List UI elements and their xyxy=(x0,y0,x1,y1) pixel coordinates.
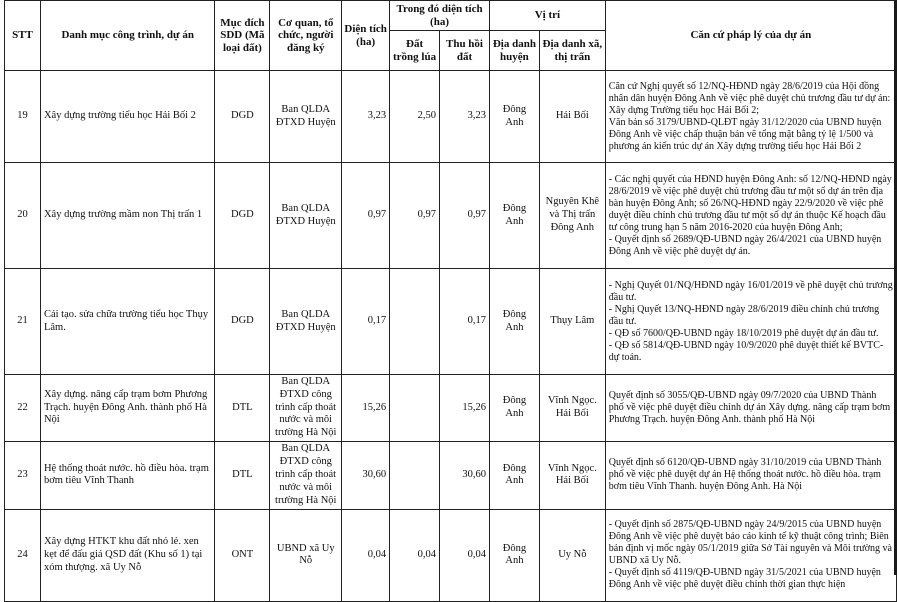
header-location-group: Vị trí xyxy=(489,1,605,31)
row-recovered-land: 30,60 xyxy=(440,441,490,509)
row-agency: Ban QLDA ĐTXD công trình cấp thoát nước và môi trường Hà Nội xyxy=(270,375,342,442)
legal-line: Căn cứ Nghị quyết số 12/NQ-HĐND ngày 28/6/2019 của Hội đồng nhân dân huyện Đông Anh về việc phê duyệt chủ trương đầu tư dự án: Xây dựng Trường tiểu học Hải Bối 2; xyxy=(608,80,891,116)
row-district: Đông Anh xyxy=(489,269,539,375)
row-legal-basis xyxy=(605,71,896,163)
row-legal-basis xyxy=(605,375,896,442)
header-legal-basis: Căn cứ pháp lý của dự án xyxy=(605,1,896,71)
row-legal-basis xyxy=(605,269,896,375)
row-agency: Ban QLDA ĐTXD Huyện xyxy=(270,163,342,269)
header-district: Địa danh huyện xyxy=(489,31,539,71)
row-project-name: Xây dựng. nâng cấp trạm bơm Phương Trạch. huyện Đông Anh. thành phố Hà Nội xyxy=(40,375,214,442)
header-area: Diện tích (ha) xyxy=(342,1,390,71)
row-stt: 19 xyxy=(5,71,41,163)
row-commune: Nguyên Khê và Thị trấn Đông Anh xyxy=(539,163,605,269)
row-legal-basis xyxy=(605,509,896,601)
row-project-name: Xây dựng trường tiểu học Hải Bối 2 xyxy=(40,71,214,163)
row-commune: Vĩnh Ngọc. Hải Bối xyxy=(539,441,605,509)
table-row xyxy=(5,509,897,601)
table-row xyxy=(5,375,897,442)
legal-line: Quyết định số 3055/QĐ-UBND ngày 09/7/2020 của UBND Thành phố về việc phê duyệt điều chỉnh dự án Xây dựng. nâng cấp trạm bơm Phương Trạch. huyện Đông Anh. thành phố Hà Nội xyxy=(608,389,891,425)
legal-line: - QĐ số 5814/QĐ-UBND ngày 10/9/2020 phê duyệt thiết kế BVTC-dự toán. xyxy=(608,339,884,363)
header-agency: Cơ quan, tổ chức, người đăng ký xyxy=(270,1,342,71)
row-stt: 23 xyxy=(5,441,41,509)
header-commune: Địa danh xã, thị trấn xyxy=(539,31,605,71)
row-rice-land: 0,97 xyxy=(390,163,440,269)
row-area: 0,17 xyxy=(342,269,390,375)
legal-line: - Quyết định số 4119/QĐ-UBND ngày 31/5/2021 của UBND huyện Đông Anh về việc phê duyệt điều chỉnh thời gian thực hiện xyxy=(608,567,881,591)
row-district: Đông Anh xyxy=(489,509,539,601)
header-row-1 xyxy=(5,1,897,31)
row-commune: Vĩnh Ngọc. Hải Bối xyxy=(539,375,605,442)
legal-line: - Quyết định số 2875/QĐ-UBND ngày 24/9/2015 của UBND huyện Đông Anh về việc phê duyệt báo cáo kinh tế kỹ thuật công trình; Biên bản định vị mốc ngày 05/1/2019 giữa Sở Tài nguyên và Môi trường và UBND xã Uy Nỗ. xyxy=(608,519,892,567)
header-sub-area-group: Trong đó diện tích (ha) xyxy=(390,1,490,31)
row-commune: Uy Nỗ xyxy=(539,509,605,601)
row-agency: Ban QLDA ĐTXD công trình cấp thoát nước và môi trường Hà Nội xyxy=(270,441,342,509)
row-area: 0,97 xyxy=(342,163,390,269)
row-agency: Ban QLDA ĐTXD Huyện xyxy=(270,269,342,375)
header-land-purpose: Mục đích SDD (Mã loại đất) xyxy=(215,1,270,71)
legal-line: - Nghị Quyết 01/NQ/HĐND ngày 16/01/2019 về phê duyệt chủ trương đầu tư. xyxy=(608,279,893,303)
land-use-project-table xyxy=(4,0,897,602)
row-recovered-land: 0,17 xyxy=(440,269,490,375)
row-stt: 24 xyxy=(5,509,41,601)
row-stt: 21 xyxy=(5,269,41,375)
row-district: Đông Anh xyxy=(489,163,539,269)
table-row xyxy=(5,441,897,509)
row-land-purpose: DGD xyxy=(215,269,270,375)
table-row xyxy=(5,71,897,163)
legal-line: Quyết định số 6120/QĐ-UBND ngày 31/10/2019 của UBND Thành phố về việc phê duyệt dự án Hệ thống thoát nước. hồ điều hòa. trạm bơm tiêu Vĩnh Thanh. huyện Đông Anh. Hà Nội xyxy=(608,457,882,493)
table-row xyxy=(5,163,897,269)
row-land-purpose: DGD xyxy=(215,163,270,269)
row-commune: Thụy Lâm xyxy=(539,269,605,375)
row-rice-land xyxy=(390,375,440,442)
row-land-purpose: DGD xyxy=(215,71,270,163)
row-stt: 20 xyxy=(5,163,41,269)
row-district: Đông Anh xyxy=(489,71,539,163)
row-legal-basis xyxy=(605,441,896,509)
header-project-name: Danh mục công trình, dự án xyxy=(40,1,214,71)
row-project-name: Xây dựng HTKT khu đất nhỏ lẻ. xen kẹt để đấu giá QSD đất (Khu số 1) tại xóm thượng. xã Uy Nỗ xyxy=(40,509,214,601)
row-area: 30,60 xyxy=(342,441,390,509)
row-district: Đông Anh xyxy=(489,375,539,442)
header-stt: STT xyxy=(5,1,41,71)
row-area: 3,23 xyxy=(342,71,390,163)
legal-line: - Nghị Quyết 13/NQ-HĐND ngày 28/6/2019 điều chỉnh chủ trương đầu tư. xyxy=(608,303,880,327)
row-agency: Ban QLDA ĐTXD Huyện xyxy=(270,71,342,163)
row-stt: 22 xyxy=(5,375,41,442)
row-legal-basis xyxy=(605,163,896,269)
row-land-purpose: DTL xyxy=(215,441,270,509)
row-land-purpose: DTL xyxy=(215,375,270,442)
header-rice-land: Đất trồng lúa xyxy=(390,31,440,71)
row-rice-land: 0,04 xyxy=(390,509,440,601)
legal-line: Văn bản số 3179/UBND-QLĐT ngày 31/12/2020 của UBND huyện Đông Anh về việc chấp thuận bản vẽ tổng mặt bằng tỷ lệ 1/500 và phương án kiến trúc dự án Xây dựng trường tiểu học Hải Bối 2 xyxy=(608,116,882,152)
row-rice-land xyxy=(390,441,440,509)
row-project-name: Cải tạo. sửa chữa trường tiểu học Thụy Lâm. xyxy=(40,269,214,375)
row-recovered-land: 0,04 xyxy=(440,509,490,601)
row-recovered-land: 15,26 xyxy=(440,375,490,442)
legal-line: - QĐ số 7600/QĐ-UBND ngày 18/10/2019 phê duyệt dự án đầu tư. xyxy=(608,327,879,339)
row-rice-land: 2,50 xyxy=(390,71,440,163)
row-project-name: Hệ thống thoát nước. hồ điều hòa. trạm bơm tiêu Vĩnh Thanh xyxy=(40,441,214,509)
header-recovered-land: Thu hồi đất xyxy=(440,31,490,71)
row-recovered-land: 0,97 xyxy=(440,163,490,269)
row-rice-land xyxy=(390,269,440,375)
row-recovered-land: 3,23 xyxy=(440,71,490,163)
row-land-purpose: ONT xyxy=(215,509,270,601)
table-row xyxy=(5,269,897,375)
legal-line: - Quyết định số 2689/QĐ-UBND ngày 26/4/2021 của UBND huyện Đông Anh về việc phê duyệt dự án. xyxy=(608,233,882,257)
row-commune: Hải Bối xyxy=(539,71,605,163)
row-district: Đông Anh xyxy=(489,441,539,509)
row-area: 15,26 xyxy=(342,375,390,442)
row-project-name: Xây dựng trường mầm non Thị trấn 1 xyxy=(40,163,214,269)
row-agency: UBND xã Uy Nỗ xyxy=(270,509,342,601)
row-area: 0,04 xyxy=(342,509,390,601)
legal-line: - Các nghị quyết của HĐND huyện Đông Anh: số 12/NQ-HĐND ngày 28/6/2019 về việc phê duyệt chủ trương đầu tư một số dự án trên địa bàn huyện Đông Anh; số 26/NQ-HĐND ngày 22/9/2020 về việc phê duyệt điều chỉnh chủ trương đầu tư một số dự án thuộc Kế hoạch đầu tư công trung hạn 5 năm 2016-2020 của huyện Đông Anh; xyxy=(608,173,892,233)
